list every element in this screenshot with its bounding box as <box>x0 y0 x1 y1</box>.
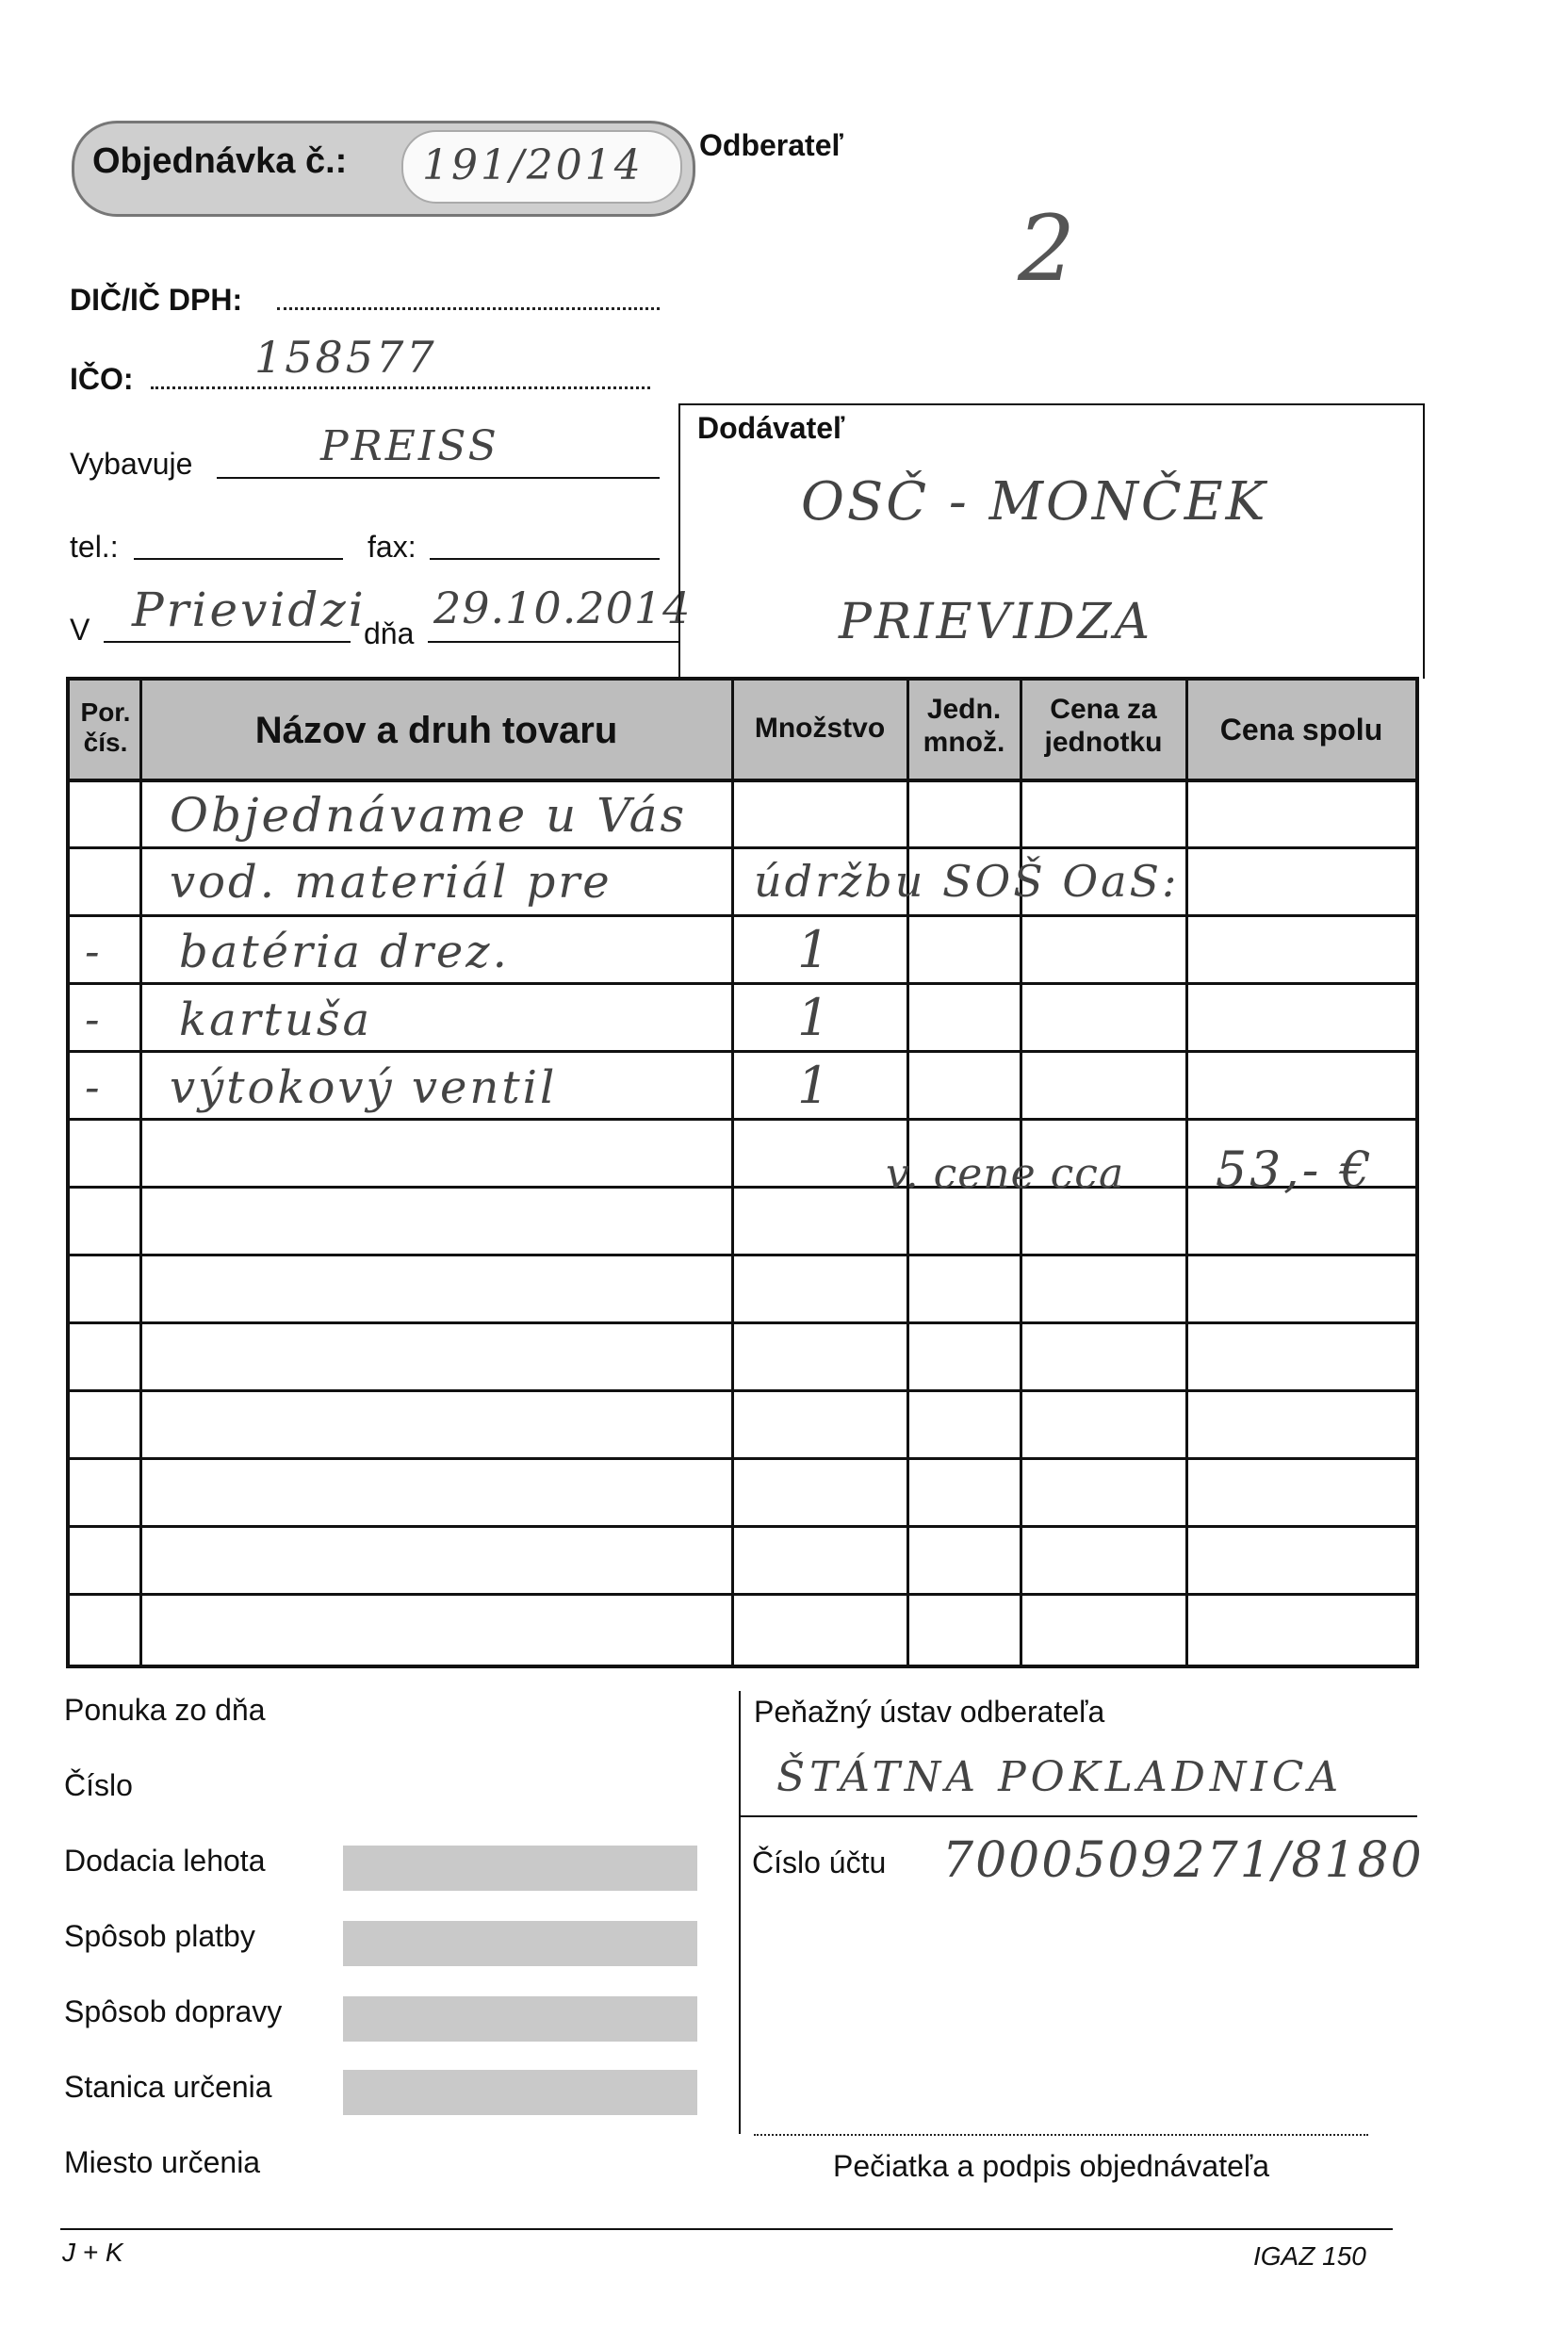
date-line <box>428 641 678 643</box>
ico-line <box>151 386 650 389</box>
corner-mark: 2 <box>1018 196 1079 302</box>
in-line <box>104 641 351 643</box>
item-number: - <box>85 926 103 976</box>
number-label: Číslo <box>64 1768 133 1802</box>
ico-value: 158577 <box>254 332 437 383</box>
col-divider <box>731 681 734 1665</box>
item-quantity: 1 <box>797 920 833 979</box>
header-name: Názov a druh tovaru <box>254 710 618 751</box>
row-divider <box>70 846 1415 849</box>
signature-line <box>754 2134 1368 2136</box>
item-name: batéria drez. <box>179 926 510 978</box>
item-quantity: údržbu SOŠ OaS: <box>754 856 1180 907</box>
bank-divider <box>739 1691 741 2134</box>
bank-label: Peňažný ústav odberateľa <box>754 1695 1105 1729</box>
row-divider <box>70 982 1415 985</box>
tel-line <box>134 558 343 560</box>
bank-separator <box>739 1815 1417 1817</box>
item-name: vod. materiál pre <box>170 856 612 909</box>
station-label: Stanica určenia <box>64 2070 272 2104</box>
delivery-label: Dodacia lehota <box>64 1844 266 1878</box>
item-unit-price: v. cene cca <box>886 1150 1125 1198</box>
item-name: Objednávame u Vás <box>170 788 688 843</box>
date-value: 29.10.2014 <box>433 582 692 633</box>
row-divider <box>70 1321 1415 1324</box>
date-label: dňa <box>364 616 415 650</box>
item-name: kartuša <box>179 993 373 1046</box>
row-divider <box>70 1050 1415 1053</box>
col-divider <box>139 681 142 1665</box>
item-total: 53,- € <box>1216 1142 1374 1199</box>
fax-line <box>430 558 660 560</box>
row-divider <box>70 1389 1415 1392</box>
handled-by-value: PREISS <box>320 422 499 470</box>
supplier-city: PRIEVIDZA <box>839 594 1153 650</box>
footer-left: J + K <box>62 2238 123 2267</box>
tel-label: tel.: <box>70 530 119 564</box>
account-label: Číslo účtu <box>752 1846 887 1879</box>
station-field <box>343 2070 697 2115</box>
col-divider <box>1185 681 1188 1665</box>
footer-rule <box>60 2228 1393 2230</box>
order-number-label: Objednávka č.: <box>92 141 348 181</box>
row-divider <box>70 1593 1415 1596</box>
row-divider <box>70 1186 1415 1189</box>
in-label: V <box>70 613 90 647</box>
header-quantity: Množstvo <box>754 713 886 744</box>
item-name: výtokový ventil <box>170 1061 558 1114</box>
payment-label: Spôsob platby <box>64 1919 255 1953</box>
payment-field <box>343 1921 697 1966</box>
row-divider <box>70 1254 1415 1256</box>
offer-date-label: Ponuka zo dňa <box>64 1693 266 1727</box>
ico-label: IČO: <box>70 362 134 396</box>
header-unit: Jedn. množ. <box>923 694 1005 758</box>
header-unit-price: Cena za jednotku <box>1044 694 1163 758</box>
header-por-cis: Por. čís. <box>80 697 131 758</box>
transport-field <box>343 1996 697 2042</box>
item-number: - <box>85 1061 103 1112</box>
supplier-name: OSČ - MONČEK <box>801 471 1268 533</box>
header-total: Cena spolu <box>1219 713 1383 747</box>
place-label: Miesto určenia <box>64 2145 261 2179</box>
signature-label: Pečiatka a podpis objednávateľa <box>833 2149 1269 2183</box>
order-number-value: 191/2014 <box>422 141 644 189</box>
fax-label: fax: <box>368 530 416 564</box>
bank-value: ŠTÁTNA POKLADNICA <box>776 1753 1344 1801</box>
in-value: Prievidzi <box>132 582 367 637</box>
row-divider <box>70 1457 1415 1460</box>
row-divider <box>70 1118 1415 1121</box>
delivery-field <box>343 1846 697 1891</box>
handled-by-label: Vybavuje <box>70 447 193 481</box>
item-number: - <box>85 993 103 1044</box>
item-quantity: 1 <box>797 1056 833 1115</box>
customer-label: Odberateľ <box>699 128 843 162</box>
supplier-label: Dodávateľ <box>697 411 845 445</box>
row-divider <box>70 1525 1415 1528</box>
account-value: 7000509271/8180 <box>942 1832 1424 1889</box>
handled-by-line <box>217 477 660 479</box>
vat-label: DIČ/IČ DPH: <box>70 283 243 317</box>
vat-line <box>277 307 660 310</box>
row-divider <box>70 914 1415 917</box>
transport-label: Spôsob dopravy <box>64 1994 283 2028</box>
item-quantity: 1 <box>797 988 833 1047</box>
footer-right: IGAZ 150 <box>1253 2241 1366 2271</box>
